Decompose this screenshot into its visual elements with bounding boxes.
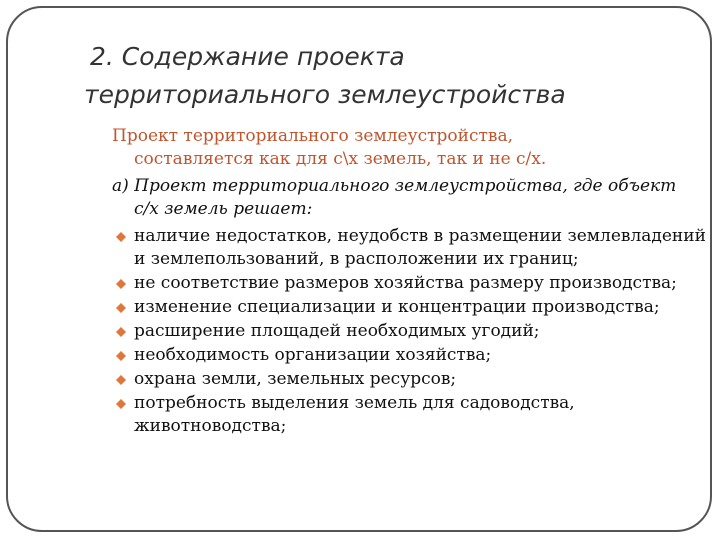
sub-line-1: а) Проект территориального землеустройства, где объект (112, 176, 677, 196)
diamond-bullet-icon (116, 303, 126, 313)
diamond-bullet-icon (116, 399, 126, 409)
bullet-text: наличие недостатков, неудобств в размещении землевладений и землепользований, в расположении их границ; (134, 226, 706, 269)
list-item (112, 368, 708, 391)
list-item (112, 392, 708, 438)
list-item (112, 344, 708, 367)
diamond-bullet-icon (116, 279, 126, 289)
diamond-bullet-icon (116, 327, 126, 337)
bullet-text: не соответствие размеров хозяйства размеру производства; (134, 273, 677, 293)
slide-card (6, 6, 712, 532)
bullet-text: охрана земли, земельных ресурсов; (134, 369, 457, 389)
bullet-list (112, 225, 708, 438)
diamond-bullet-icon (116, 232, 126, 242)
bullet-text: необходимость организации хозяйства; (134, 345, 492, 365)
sub-paragraph (112, 175, 708, 221)
list-item (112, 296, 708, 319)
sub-line-2: с/х земель решает: (134, 199, 313, 219)
lead-line-1: Проект территориального землеустройства, (112, 126, 513, 146)
list-item (112, 272, 708, 295)
title-line-2: территориального землеустройства (84, 80, 566, 109)
slide-title (84, 38, 700, 114)
lead-paragraph (112, 125, 708, 171)
bullet-text: потребность выделения земель для садоводства, животноводства; (134, 393, 575, 436)
slide-content (112, 125, 708, 439)
title-line-1: 2. Содержание проекта (90, 42, 405, 71)
bullet-text: изменение специализации и концентрации производства; (134, 297, 660, 317)
diamond-bullet-icon (116, 375, 126, 385)
list-item (112, 320, 708, 343)
bullet-text: расширение площадей необходимых угодий; (134, 321, 540, 341)
list-item (112, 225, 708, 271)
lead-line-2: составляется как для с\х земель, так и не с/х. (134, 149, 547, 169)
diamond-bullet-icon (116, 351, 126, 361)
